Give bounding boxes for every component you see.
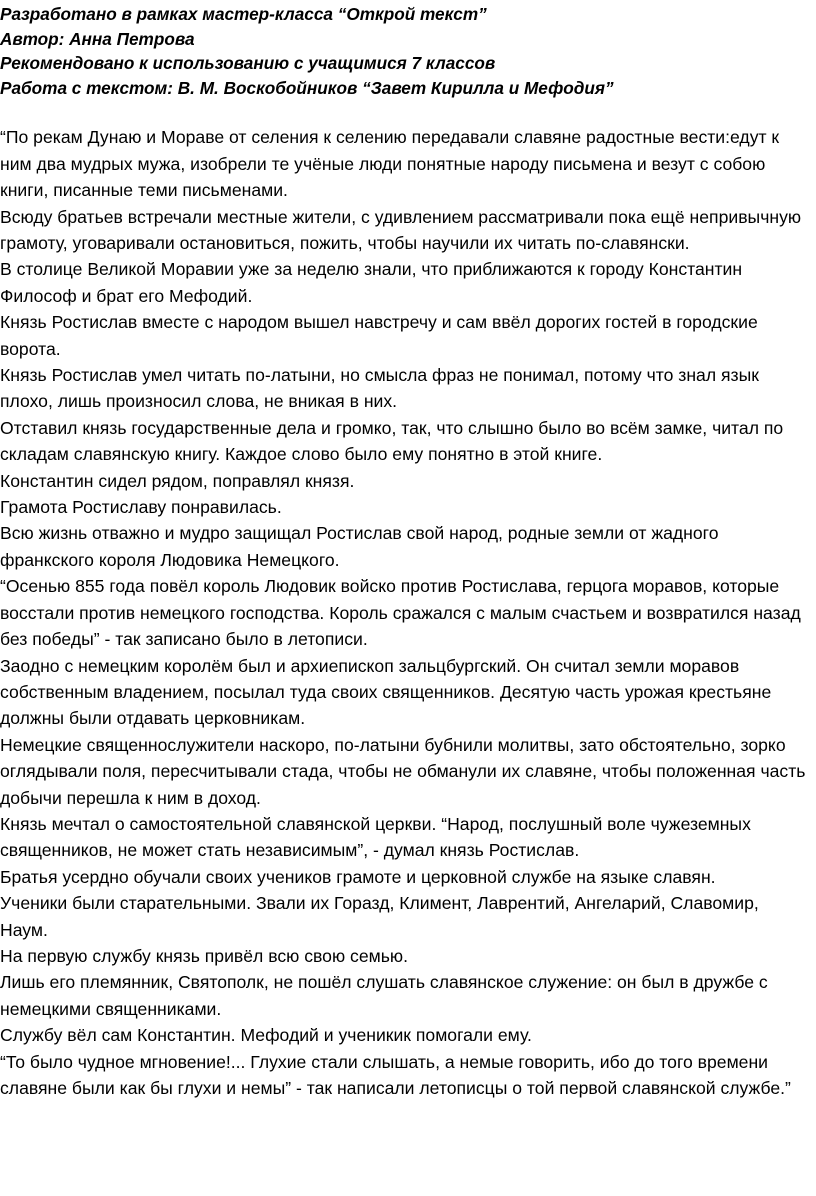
paragraph: Службу вёл сам Константин. Мефодий и ученикик помогали ему. bbox=[0, 1025, 532, 1046]
header-author: Автор: Анна Петрова bbox=[0, 28, 195, 49]
header-text-source: Работа с текстом: В. М. Воскобойников “Завет Кирилла и Мефодия” bbox=[0, 77, 614, 98]
paragraph: “По рекам Дунаю и Мораве от селения к селению передавали славяне радостные вести:едут к ним два мудрых мужа, изобрели те учёные люди понятные народу письмена и везут с собою книги, писанные теми письменами. bbox=[0, 127, 780, 201]
paragraph: На первую службу князь привёл всю свою семью. bbox=[0, 945, 408, 966]
paragraph: Всюду братьев встречали местные жители, с удивлением рассматривали пока ещё непривычную грамоту, уговаривали остановиться, пожить, чтобы научили их читать по-славянски. bbox=[0, 206, 802, 253]
paragraph: Немецкие священнослужители наскоро, по-латыни бубнили молитвы, зато обстоятельно, зорко оглядывали поля, пересчитывали стада, чтобы не обманули их славяне, чтобы положенная часть добычи перешла к ним в доход. bbox=[0, 734, 806, 808]
paragraph: Всю жизнь отважно и мудро защищал Ростислав свой народ, родные земли от жадного франкского короля Людовика Немецкого. bbox=[0, 523, 719, 570]
paragraph: Лишь его племянник, Святополк, не пошёл слушать славянское служение: он был в дружбе с немецкими священниками. bbox=[0, 972, 768, 1019]
document-header bbox=[0, 2, 810, 100]
paragraph: Князь мечтал о самостоятельной славянской церкви. “Народ, послушный воле чужеземных священников, не может стать независимым”, - думал князь Ростислав. bbox=[0, 813, 751, 861]
paragraph: Ученики были старательными. Звали их Горазд, Климент, Лаврентий, Ангеларий, Славомир, Наум. bbox=[0, 893, 759, 940]
document-body bbox=[0, 124, 810, 1101]
paragraph: Князь Ростислав вместе с народом вышел навстречу и сам ввёл дорогих гостей в городские ворота. bbox=[0, 312, 758, 359]
paragraph: “То было чудное мгновение!... Глухие стали слышать, а немые говорить, ибо до того времени славяне были как бы глухи и немы” - так написали летописцы о той первой славянской службе.” bbox=[0, 1051, 791, 1098]
paragraph: Князь Ростислав умел читать по-латыни, но смысла фраз не понимал, потому что знал язык плохо, лишь произносил слова, не вникая в них. bbox=[0, 365, 759, 412]
paragraph: Отставил князь государственные дела и громко, так, что слышно было во всём замке, читал по складам славянскую книгу. Каждое слово было ему понятно в этой книге. bbox=[0, 417, 784, 465]
paragraph: Грамота Ростиславу понравилась. bbox=[0, 497, 282, 518]
paragraph: “Осенью 855 года повёл король Людовик войско против Ростислава, герцога моравов, которые восстали против немецкого господства. Король сражался с малым счастьем и возвратился назад без победы” - так записано было в летописи. bbox=[0, 576, 801, 650]
paragraph: Константин сидел рядом, поправлял князя. bbox=[0, 470, 355, 491]
header-masterclass: Разработано в рамках мастер-класса “Открой текст” bbox=[0, 4, 487, 24]
header-recommendation: Рекомендовано к использованию с учащимися 7 классов bbox=[0, 53, 496, 74]
paragraph: Братья усердно обучали своих учеников грамоте и церковной службе на языке славян. bbox=[0, 866, 716, 887]
paragraph: В столице Великой Моравии уже за неделю знали, что приближаются к городу Константин Философ и брат его Мефодий. bbox=[0, 259, 743, 306]
paragraph: Заодно с немецким королём был и архиепископ зальцбургский. Он считал земли моравов собственным владением, посылал туда своих священников. Десятую часть урожая крестьяне должны были отдавать церковникам. bbox=[0, 655, 772, 729]
